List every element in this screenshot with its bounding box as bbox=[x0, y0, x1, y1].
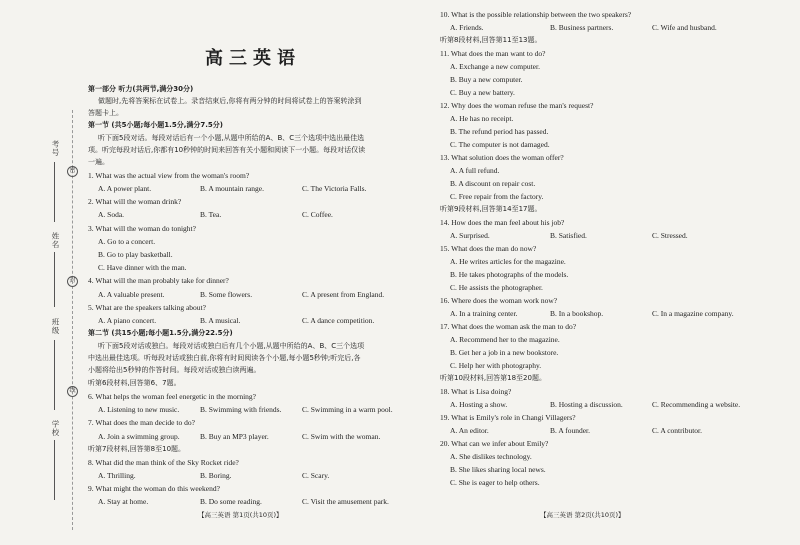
q17-option-b: B. Get her a job in a new bookstore. bbox=[450, 348, 559, 357]
q9-option-c: C. Visit the amusement park. bbox=[302, 497, 389, 506]
q9-option-a: A. Stay at home. bbox=[98, 497, 149, 506]
material-9-note: 听第9段材料,回答第14至17题。 bbox=[440, 205, 542, 213]
question-19: 19. What is Emily's role in Changi Villagers? bbox=[440, 413, 576, 422]
section1-instruction-1: 听下面5段对话。每段对话后有一个小题,从题中所给的A、B、C三个选项中选出最佳选 bbox=[98, 134, 365, 142]
q18-option-b: B. Hosting a discussion. bbox=[550, 400, 623, 409]
q19-option-a: A. An editor. bbox=[450, 426, 489, 435]
q20-option-b: B. She likes sharing local news. bbox=[450, 465, 546, 474]
question-6: 6. What helps the woman feel energetic in the morning? bbox=[88, 392, 257, 401]
class-label: 班级 bbox=[51, 318, 60, 335]
question-20: 20. What can we infer about Emily? bbox=[440, 439, 549, 448]
q2-option-a: A. Soda. bbox=[98, 210, 125, 219]
seal-circle-3: 线 bbox=[67, 386, 78, 397]
q12-option-c: C. The computer is not damaged. bbox=[450, 140, 550, 149]
q18-option-c: C. Recommending a website. bbox=[652, 400, 741, 409]
question-1: 1. What was the actual view from the woman's room? bbox=[88, 171, 250, 180]
q20-option-c: C. She is eager to help others. bbox=[450, 478, 540, 487]
q5-option-b: B. A musical. bbox=[200, 316, 241, 325]
q1-option-a: A. A power plant. bbox=[98, 184, 152, 193]
q12-option-a: A. He has no receipt. bbox=[450, 114, 514, 123]
q5-option-c: C. A dance competition. bbox=[302, 316, 375, 325]
q4-option-b: B. Some flowers. bbox=[200, 290, 253, 299]
q8-option-c: C. Scary. bbox=[302, 471, 330, 480]
q4-option-a: A. A valuable present. bbox=[98, 290, 165, 299]
q7-option-c: C. Swim with the woman. bbox=[302, 432, 381, 441]
question-4: 4. What will the man probably take for dinner? bbox=[88, 276, 229, 285]
q15-option-c: C. He assists the photographer. bbox=[450, 283, 543, 292]
question-16: 16. Where does the woman work now? bbox=[440, 296, 558, 305]
q18-option-a: A. Hosting a show. bbox=[450, 400, 508, 409]
page-1-footer: 【高三英语 第1页(共10页)】 bbox=[198, 511, 283, 519]
q7-option-b: B. Buy an MP3 player. bbox=[200, 432, 269, 441]
q2-option-b: B. Tea. bbox=[200, 210, 222, 219]
material-8-note: 听第8段材料,回答第11至13题。 bbox=[440, 36, 542, 44]
section2-instruction-3: 小题将给出5秒钟的作答时间。每段对话或独白读两遍。 bbox=[88, 366, 261, 374]
binding-margin bbox=[0, 0, 82, 545]
section2-heading: 第二节 (共15小题;每小题1.5分,满分22.5分) bbox=[88, 329, 233, 337]
question-9: 9. What might the woman do this weekend? bbox=[88, 484, 220, 493]
seal-circle-1: 密 bbox=[67, 166, 78, 177]
exam-number-line bbox=[54, 162, 55, 222]
q10-option-a: A. Friends. bbox=[450, 23, 484, 32]
q13-option-c: C. Free repair from the factory. bbox=[450, 192, 544, 201]
section1-instruction-2: 项。听完每段对话后,你都有10秒钟的时间来回答有关小题和阅读下一小题。每段对话仅读 bbox=[88, 146, 366, 154]
section2-instruction-1: 听下面5段对话或独白。每段对话或独白后有几个小题,从题中所给的A、B、C三个选项 bbox=[98, 342, 365, 350]
part1-heading: 第一部分 听力(共两节,满分30分) bbox=[88, 85, 194, 93]
page-1-column bbox=[88, 0, 418, 545]
page-title: 高三英语 bbox=[205, 48, 301, 69]
question-18: 18. What is Lisa doing? bbox=[440, 387, 512, 396]
section2-instruction-2: 中选出最佳选项。听每段对话或独白前,你将有时间阅读各个小题,每小题5秒钟;听完后,各 bbox=[88, 354, 361, 362]
q16-option-c: C. In a magazine company. bbox=[652, 309, 734, 318]
page-2-footer: 【高三英语 第2页(共10页)】 bbox=[540, 511, 625, 519]
q3-option-c: C. Have dinner with the man. bbox=[98, 263, 187, 272]
q8-option-b: B. Boring. bbox=[200, 471, 232, 480]
question-2: 2. What will the woman drink? bbox=[88, 197, 182, 206]
material-10-note: 听第10段材料,回答第18至20题。 bbox=[440, 374, 546, 382]
question-13: 13. What solution does the woman offer? bbox=[440, 153, 564, 162]
question-5: 5. What are the speakers talking about? bbox=[88, 303, 206, 312]
q9-option-b: B. Do some reading. bbox=[200, 497, 262, 506]
q13-option-b: B. A discount on repair cost. bbox=[450, 179, 536, 188]
q19-option-b: B. A founder. bbox=[550, 426, 591, 435]
q14-option-c: C. Stressed. bbox=[652, 231, 688, 240]
material-7-note: 听第7段材料,回答第8至10题。 bbox=[88, 445, 186, 453]
q1-option-b: B. A mountain range. bbox=[200, 184, 264, 193]
school-label: 学校 bbox=[51, 420, 60, 437]
q6-option-a: A. Listening to new music. bbox=[98, 405, 180, 414]
q8-option-a: A. Thrilling. bbox=[98, 471, 136, 480]
name-line bbox=[54, 252, 55, 307]
intro-line-2: 答题卡上。 bbox=[88, 109, 123, 117]
q6-option-b: B. Swimming with friends. bbox=[200, 405, 282, 414]
q3-option-b: B. Go to play basketball. bbox=[98, 250, 173, 259]
section1-instruction-3: 一遍。 bbox=[88, 158, 109, 166]
q15-option-b: B. He takes photographs of the models. bbox=[450, 270, 569, 279]
q16-option-b: B. In a bookshop. bbox=[550, 309, 604, 318]
q20-option-a: A. She dislikes technology. bbox=[450, 452, 532, 461]
question-15: 15. What does the man do now? bbox=[440, 244, 537, 253]
question-14: 14. How does the man feel about his job? bbox=[440, 218, 565, 227]
q12-option-b: B. The refund period has passed. bbox=[450, 127, 549, 136]
q6-option-c: C. Swimming in a warm pool. bbox=[302, 405, 393, 414]
seal-circle-2: 封 bbox=[67, 276, 78, 287]
q4-option-c: C. A present from England. bbox=[302, 290, 385, 299]
q14-option-a: A. Surprised. bbox=[450, 231, 490, 240]
question-7: 7. What does the man decide to do? bbox=[88, 418, 195, 427]
class-line bbox=[54, 340, 55, 410]
section1-heading: 第一节 (共5小题;每小题1.5分,满分7.5分) bbox=[88, 121, 223, 129]
q2-option-c: C. Coffee. bbox=[302, 210, 333, 219]
q5-option-a: A. A piano concert. bbox=[98, 316, 157, 325]
q14-option-b: B. Satisfied. bbox=[550, 231, 587, 240]
q3-option-a: A. Go to a concert. bbox=[98, 237, 156, 246]
question-8: 8. What did the man think of the Sky Rocket ride? bbox=[88, 458, 239, 467]
q1-option-c: C. The Victoria Falls. bbox=[302, 184, 367, 193]
name-label: 姓名 bbox=[51, 232, 60, 249]
q16-option-a: A. In a training center. bbox=[450, 309, 518, 318]
q11-option-a: A. Exchange a new computer. bbox=[450, 62, 540, 71]
q17-option-c: C. Help her with photography. bbox=[450, 361, 542, 370]
q13-option-a: A. A full refund. bbox=[450, 166, 500, 175]
school-line bbox=[54, 440, 55, 500]
q11-option-c: C. Buy a new battery. bbox=[450, 88, 515, 97]
q11-option-b: B. Buy a new computer. bbox=[450, 75, 523, 84]
question-12: 12. Why does the woman refuse the man's request? bbox=[440, 101, 594, 110]
question-17: 17. What does the woman ask the man to do? bbox=[440, 322, 577, 331]
q17-option-a: A. Recommend her to the magazine. bbox=[450, 335, 560, 344]
q19-option-c: C. A contributor. bbox=[652, 426, 703, 435]
material-6-note: 听第6段材料,回答第6、7题。 bbox=[88, 379, 181, 387]
q7-option-a: A. Join a swimming group. bbox=[98, 432, 180, 441]
question-10: 10. What is the possible relationship between the two speakers? bbox=[440, 10, 632, 19]
intro-line-1: 做题时,先将答案标在试卷上。录音结束后,你将有两分钟的时间将试卷上的答案转涂到 bbox=[98, 97, 362, 105]
question-11: 11. What does the man want to do? bbox=[440, 49, 546, 58]
exam-number-label: 考号 bbox=[51, 140, 60, 157]
q10-option-c: C. Wife and husband. bbox=[652, 23, 717, 32]
question-3: 3. What will the woman do tonight? bbox=[88, 224, 196, 233]
q10-option-b: B. Business partners. bbox=[550, 23, 614, 32]
q15-option-a: A. He writes articles for the magazine. bbox=[450, 257, 566, 266]
page-2-column bbox=[440, 0, 770, 545]
